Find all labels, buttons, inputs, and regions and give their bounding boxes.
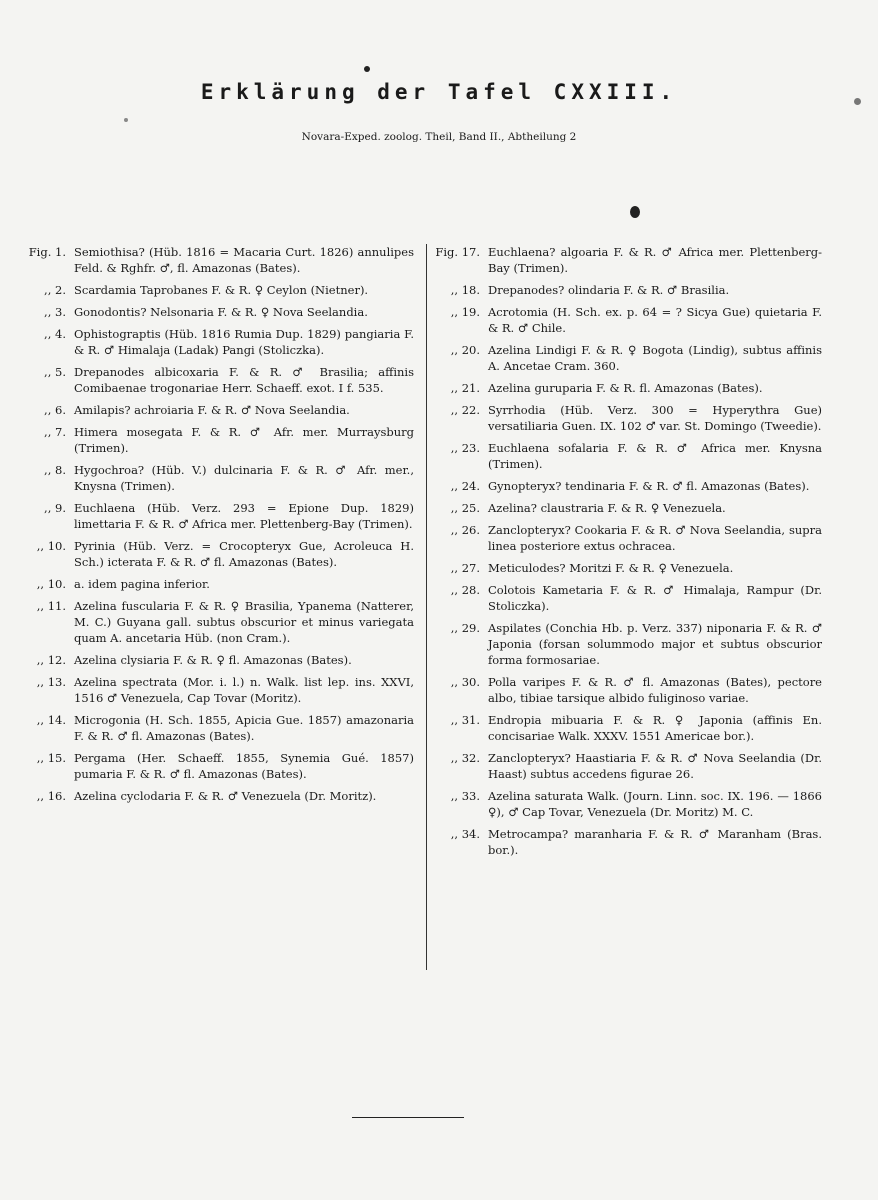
figure-description: Amilapis? achroiaria F. & R. ♂ Nova Seelandia. xyxy=(74,403,350,417)
figure-number: ,, 10. xyxy=(36,577,66,591)
figure-description: Azelina Lindigi F. & R. ♀ Bogota (Lindig), subtus affinis A. Ancetae Cram. 360. xyxy=(488,343,822,373)
figure-description: Semiothisa? (Hüb. 1816 = Macaria Curt. 1826) annulipes Feld. & Rghfr. ♂, fl. Amazonas (Bates). xyxy=(74,245,414,275)
figure-number: ,, 10. xyxy=(36,539,66,553)
figure-entry xyxy=(432,750,822,782)
figure-number: ,, 19. xyxy=(450,305,480,319)
figure-entry xyxy=(432,342,822,374)
figure-entry xyxy=(432,304,822,336)
ink-speck xyxy=(630,206,640,218)
figure-number: ,, 16. xyxy=(36,789,66,803)
figure-entry xyxy=(18,282,414,298)
figure-entry xyxy=(18,326,414,358)
figure-number: ,, 6. xyxy=(44,403,66,417)
figure-number: ,, 3. xyxy=(44,305,66,319)
figure-number: ,, 33. xyxy=(450,789,480,803)
figure-number: ,, 15. xyxy=(36,751,66,765)
figure-entry xyxy=(18,712,414,744)
figure-number: ,, 31. xyxy=(450,713,480,727)
figure-description: Aspilates (Conchia Hb. p. Verz. 337) niponaria F. & R. ♂ Japonia (forsan solummodo major et subtus obscurior forma formosariae. xyxy=(488,621,822,667)
figure-entry xyxy=(432,712,822,744)
figure-description: Himera mosegata F. & R. ♂ Afr. mer. Murraysburg (Trimen). xyxy=(74,425,414,455)
figure-number: ,, 22. xyxy=(450,403,480,417)
figure-description: Gonodontis? Nelsonaria F. & R. ♀ Nova Seelandia. xyxy=(74,305,368,319)
figure-entry xyxy=(432,620,822,668)
figure-description: Euchlaena sofalaria F. & R. ♂ Africa mer. Knysna (Trimen). xyxy=(488,441,822,471)
figure-number: ,, 27. xyxy=(450,561,480,575)
figure-number: Fig. 1. xyxy=(28,245,66,259)
figure-number: ,, 2. xyxy=(44,283,66,297)
figure-description: Azelina? claustraria F. & R. ♀ Venezuela. xyxy=(488,501,726,515)
figure-description: Scardamia Taprobanes F. & R. ♀ Ceylon (Nietner). xyxy=(74,283,369,297)
figure-entry xyxy=(18,788,414,804)
figure-entry xyxy=(18,652,414,668)
figure-description: Drepanodes albicoxaria F. & R. ♂ Brasilia; affinis Comibaenae trogonariae Herr. Schaeff. exot. I f. 535. xyxy=(74,365,414,395)
figure-number: ,, 8. xyxy=(44,463,66,477)
figure-number: ,, 23. xyxy=(450,441,480,455)
figure-entry xyxy=(18,364,414,396)
ink-speck xyxy=(854,98,861,105)
ink-speck xyxy=(124,118,128,122)
figure-number: ,, 28. xyxy=(450,583,480,597)
figure-description: Pyrinia (Hüb. Verz. = Crocopteryx Gue, Acroleuca H. Sch.) icterata F. & R. ♂ fl. Amazonas (Bates). xyxy=(74,539,414,569)
figure-entry xyxy=(432,522,822,554)
figure-description: Meticulodes? Moritzi F. & R. ♀ Venezuela. xyxy=(488,561,734,575)
figure-entry xyxy=(18,500,414,532)
figure-description: Microgonia (H. Sch. 1855, Apicia Gue. 1857) amazonaria F. & R. ♂ fl. Amazonas (Bates). xyxy=(74,713,414,743)
figure-description: Euchlaena (Hüb. Verz. 293 = Epione Dup. 1829) limettaria F. & R. ♂ Africa mer. Plettenberg-Bay (Trimen). xyxy=(74,501,414,531)
figure-entry xyxy=(432,788,822,820)
figure-number: ,, 34. xyxy=(450,827,480,841)
column-divider xyxy=(426,244,427,970)
figure-description: Euchlaena? algoaria F. & R. ♂ Africa mer. Plettenberg-Bay (Trimen). xyxy=(488,245,822,275)
figure-number: ,, 21. xyxy=(450,381,480,395)
figure-description: Colotois Kametaria F. & R. ♂ Himalaja, Rampur (Dr. Stoliczka). xyxy=(488,583,822,613)
figure-number: ,, 5. xyxy=(44,365,66,379)
figure-number: ,, 30. xyxy=(450,675,480,689)
figure-entry xyxy=(432,674,822,706)
figure-description: Pergama (Her. Schaeff. 1855, Synemia Gué. 1857) pumaria F. & R. ♂ fl. Amazonas (Bates). xyxy=(74,751,414,781)
page-subtitle: Novara-Exped. zoolog. Theil, Band II., Abtheilung 2 xyxy=(301,131,577,143)
ink-speck xyxy=(364,66,370,72)
figure-description: Polla varipes F. & R. ♂ fl. Amazonas (Bates), pectore albo, tibiae tarsique albido fuliginoso variae. xyxy=(488,675,822,705)
figure-entry xyxy=(432,478,822,494)
figure-description: Hygochroa? (Hüb. V.) dulcinaria F. & R. ♂ Afr. mer., Knysna (Trimen). xyxy=(74,463,414,493)
right-column xyxy=(432,244,822,864)
figure-number: ,, 7. xyxy=(44,425,66,439)
figure-entry xyxy=(18,750,414,782)
figure-entry xyxy=(432,244,822,276)
figure-entry xyxy=(432,380,822,396)
figure-description: Metrocampa? maranharia F. & R. ♂ Maranham (Bras. bor.). xyxy=(488,827,822,857)
figure-entry xyxy=(432,500,822,516)
figure-entry xyxy=(18,402,414,418)
page-title: Erklärung der Tafel CXXIII. xyxy=(200,80,678,104)
figure-description: Azelina cyclodaria F. & R. ♂ Venezuela (Dr. Moritz). xyxy=(74,789,377,803)
figure-entry xyxy=(18,244,414,276)
figure-entry xyxy=(18,462,414,494)
figure-number: ,, 14. xyxy=(36,713,66,727)
figure-description: Azelina spectrata (Mor. i. l.) n. Walk. list lep. ins. XXVI, 1516 ♂ Venezuela, Cap Tovar (Moritz). xyxy=(74,675,414,705)
figure-number: ,, 32. xyxy=(450,751,480,765)
figure-number: ,, 13. xyxy=(36,675,66,689)
figure-description: Azelina clysiaria F. & R. ♀ fl. Amazonas (Bates). xyxy=(74,653,352,667)
figure-entry xyxy=(432,560,822,576)
figure-number: ,, 9. xyxy=(44,501,66,515)
end-rule xyxy=(352,1117,464,1118)
figure-description: Endropia mibuaria F. & R. ♀ Japonia (affinis En. concisariae Walk. XXXV. 1551 Americae bor.). xyxy=(488,713,822,743)
left-column xyxy=(18,244,414,810)
figure-entry xyxy=(432,826,822,858)
figure-number: ,, 12. xyxy=(36,653,66,667)
figure-number: ,, 11. xyxy=(36,599,66,613)
figure-number: Fig. 17. xyxy=(435,245,480,259)
figure-number: ,, 20. xyxy=(450,343,480,357)
figure-entry xyxy=(18,424,414,456)
figure-entry xyxy=(18,304,414,320)
figure-description: Zanclopteryx? Haastiaria F. & R. ♂ Nova Seelandia (Dr. Haast) subtus accedens figurae 26. xyxy=(488,751,822,781)
figure-number: ,, 4. xyxy=(44,327,66,341)
figure-entry xyxy=(432,282,822,298)
figure-entry xyxy=(432,440,822,472)
figure-entry xyxy=(18,576,414,592)
figure-number: ,, 29. xyxy=(450,621,480,635)
figure-description: Zanclopteryx? Cookaria F. & R. ♂ Nova Seelandia, supra linea posteriore extus ochracea. xyxy=(488,523,822,553)
figure-description: Azelina saturata Walk. (Journ. Linn. soc. IX. 196. — 1866 ♀), ♂ Cap Tovar, Venezuela (Dr. Moritz) M. C. xyxy=(488,789,822,819)
figure-description: Drepanodes? olindaria F. & R. ♂ Brasilia. xyxy=(488,283,730,297)
figure-description: a. idem pagina inferior. xyxy=(74,577,210,591)
figure-description: Azelina fuscularia F. & R. ♀ Brasilia, Ypanema (Natterer, M. C.) Guyana gall. subtus obscurior et minus variegata quam A. ancetaria Hüb. (non Cram.). xyxy=(74,599,414,645)
figure-description: Syrrhodia (Hüb. Verz. 300 = Hyperythra Gue) versatiliaria Guen. IX. 102 ♂ var. St. Domingo (Tweedie). xyxy=(488,403,822,433)
figure-description: Azelina guruparia F. & R. fl. Amazonas (Bates). xyxy=(488,381,763,395)
figure-description: Acrotomia (H. Sch. ex. p. 64 = ? Sicya Gue) quietaria F. & R. ♂ Chile. xyxy=(488,305,822,335)
figure-entry xyxy=(432,402,822,434)
figure-entry xyxy=(18,674,414,706)
figure-entry xyxy=(18,598,414,646)
figure-number: ,, 26. xyxy=(450,523,480,537)
figure-description: Gynopteryx? tendinaria F. & R. ♂ fl. Amazonas (Bates). xyxy=(488,479,810,493)
figure-entry xyxy=(18,538,414,570)
figure-description: Ophistograptis (Hüb. 1816 Rumia Dup. 1829) pangiaria F. & R. ♂ Himalaja (Ladak) Pangi (Stoliczka). xyxy=(74,327,414,357)
figure-number: ,, 24. xyxy=(450,479,480,493)
figure-number: ,, 25. xyxy=(450,501,480,515)
figure-number: ,, 18. xyxy=(450,283,480,297)
figure-entry xyxy=(432,582,822,614)
